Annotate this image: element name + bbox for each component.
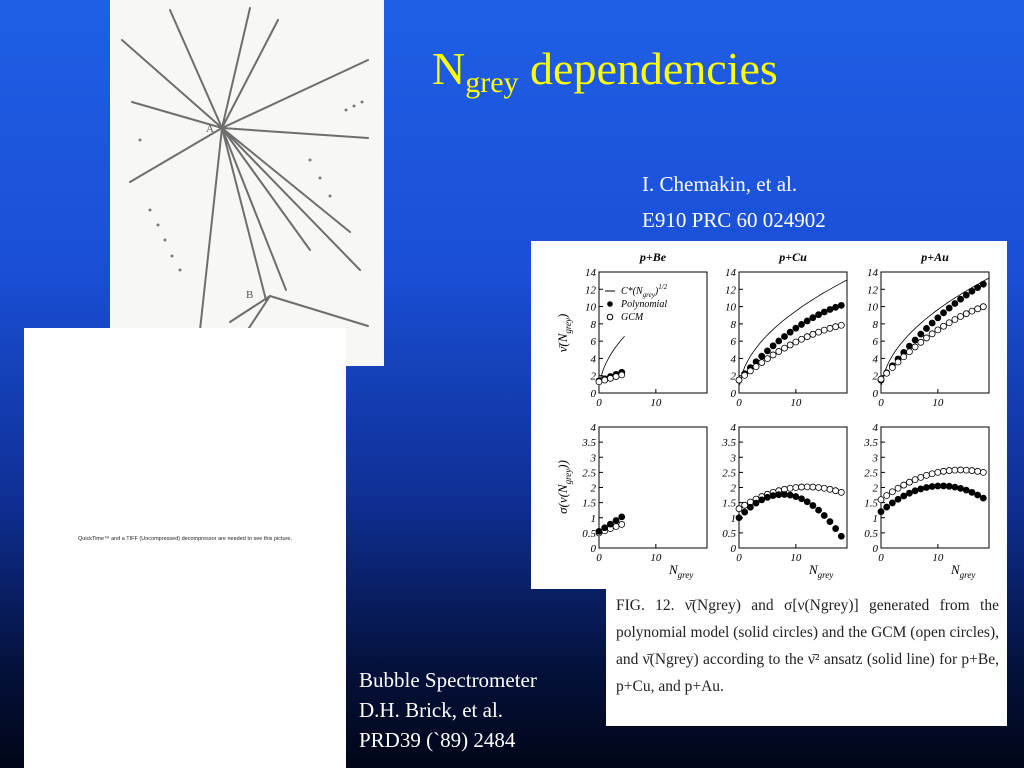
polynomial-marker [602,525,608,531]
legend-open-marker [607,314,613,320]
polynomial-marker [929,320,935,326]
gcm-marker [895,485,901,491]
gcm-marker [935,327,941,333]
gcm-marker [613,524,619,530]
legend-open-label: GCM [621,312,644,323]
y-tick-label: 10 [585,301,596,314]
gcm-marker [602,377,608,383]
x-tick-label: 10 [650,397,662,409]
gcm-marker [975,468,981,474]
polynomial-marker [963,292,969,298]
gcm-marker [787,342,793,348]
gcm-marker [946,468,952,474]
gcm-marker [895,359,901,365]
x-axis-label: $N_{grey}$ [951,562,976,580]
y-tick-label: 0 [872,388,878,400]
figure-panel-grid [531,241,1007,589]
vertex-label-b: B [246,289,254,301]
gcm-marker [833,488,839,494]
y-tick-label: 14 [867,267,878,279]
polynomial-marker [753,500,759,506]
polynomial-marker [952,484,958,490]
polynomial-marker [759,353,765,359]
gcm-marker [833,324,839,330]
polynomial-marker [827,519,833,525]
polynomial-marker [770,493,776,499]
gcm-marker [804,334,810,340]
polynomial-marker [952,301,958,307]
figure-svg [531,241,1007,589]
y-tick-label: 3 [872,452,878,465]
gcm-marker [901,354,907,360]
gcm-marker [923,472,929,478]
polynomial-marker [764,348,770,354]
polynomial-marker [781,333,787,339]
y-tick-label: 2.5 [864,467,878,480]
gcm-marker [759,360,765,366]
polynomial-marker [906,490,912,496]
y-tick-label: 2 [590,482,596,495]
y-tick-label: 2 [872,482,878,495]
polynomial-marker [946,483,952,489]
polynomial-marker [833,526,839,532]
polynomial-marker [923,485,929,491]
gcm-marker [607,375,613,381]
vertex-label-a: A [206,123,214,135]
y-tick-label: 2 [590,370,596,383]
gcm-marker [969,468,975,474]
gcm-marker [736,506,742,512]
y-tick-label: 6 [590,336,596,349]
polynomial-marker [980,495,986,501]
y-axis-label-sigma: $\sigma(\nu(N_{grey}))$ [555,460,573,514]
figure-caption [606,588,1007,726]
gcm-marker [742,372,748,378]
polynomial-marker [776,492,782,498]
bubble-ref-line2: D.H. Brick, et al. [359,698,504,722]
polynomial-marker [764,494,770,500]
polynomial-marker [747,504,753,510]
gcm-marker [901,482,907,488]
polynomial-marker [816,312,822,318]
y-tick-label: 1.5 [864,497,878,510]
polynomial-marker [838,533,844,539]
x-tick-label: 0 [736,397,742,409]
gcm-marker [799,484,805,490]
x-tick-label: 0 [736,552,742,564]
polynomial-marker [923,325,929,331]
y-tick-label: 12 [867,284,878,297]
y-tick-label: 0 [590,543,596,555]
polynomial-marker [969,288,975,294]
y-tick-label: 2.5 [722,467,736,480]
polynomial-marker [776,338,782,344]
y-tick-label: 14 [585,267,596,279]
title-subscript: grey [465,66,519,99]
polynomial-marker [787,329,793,335]
y-tick-label: 8 [730,318,736,331]
gcm-marker [889,489,895,495]
y-tick-label: 2 [730,482,736,495]
y-tick-label: 3 [590,452,596,465]
y-tick-label: 12 [725,284,736,297]
gcm-marker [969,308,975,314]
x-axis-label: $N_{grey}$ [809,562,834,580]
polynomial-marker [895,496,901,502]
polynomial-marker [941,483,947,489]
panel-title: p+Be [639,250,667,264]
polynomial-marker [759,497,765,503]
y-tick-label: 12 [585,284,596,297]
y-tick-label: 3.5 [864,437,878,450]
reference-authors: I. Chemakin, et al. [642,172,798,196]
quicktime-placeholder [24,328,346,768]
gcm-marker [742,502,748,508]
y-tick-label: 2.5 [582,467,596,480]
gcm-marker [793,339,799,345]
x-tick-label: 0 [596,397,602,409]
x-tick-label: 0 [878,397,884,409]
polynomial-marker [787,492,793,498]
gcm-marker [810,331,816,337]
gcm-marker [770,352,776,358]
polynomial-marker [975,492,981,498]
polynomial-marker [821,512,827,518]
polynomial-marker [918,486,924,492]
panel-title: p+Cu [779,250,807,264]
gcm-marker [596,379,602,385]
polynomial-marker [821,309,827,315]
polynomial-marker [906,343,912,349]
y-tick-label: 0 [730,388,736,400]
y-tick-label: 4 [730,353,736,366]
slide-title [432,43,778,99]
gcm-marker [776,348,782,354]
y-tick-label: 8 [872,318,878,331]
polynomial-marker [958,485,964,491]
y-tick-label: 0 [872,543,878,555]
x-axis-label: $N_{grey}$ [669,562,694,580]
y-tick-label: 6 [872,336,878,349]
legend-solid-label: Polynomial [621,299,668,310]
gcm-marker [816,485,822,491]
gcm-marker [878,376,884,382]
x-tick-label: 10 [932,397,944,409]
gcm-marker [821,327,827,333]
y-axis-label-mean: $\nū(N_{grey})$ [555,313,573,353]
polynomial-marker [793,494,799,500]
gcm-marker [613,374,619,380]
y-tick-label: 3.5 [582,437,596,450]
gcm-marker [827,486,833,492]
polynomial-marker [958,296,964,302]
x-tick-label: 10 [790,397,802,409]
y-tick-label: 2 [730,370,736,383]
y-tick-label: 4 [730,422,736,434]
x-tick-label: 0 [878,552,884,564]
bubble-ref-line1: Bubble Spectrometer [359,668,537,692]
polynomial-marker [946,305,952,311]
gcm-marker [958,313,964,319]
gcm-marker [810,484,816,490]
y-tick-label: 8 [590,318,596,331]
gcm-marker [935,469,941,475]
gcm-marker [827,325,833,331]
gcm-marker [736,377,742,383]
gcm-marker [912,344,918,350]
gcm-marker [963,311,969,317]
y-tick-label: 1.5 [722,497,736,510]
y-tick-label: 3 [730,452,736,465]
gcm-marker [946,320,952,326]
gcm-marker [619,521,625,527]
gcm-marker [963,467,969,473]
gcm-marker [918,474,924,480]
gcm-marker [838,489,844,495]
legend-line-label: $C*(N_{grey})^{1/2}$ [621,283,668,299]
gcm-marker [906,479,912,485]
gcm-marker [838,322,844,328]
gcm-marker [906,349,912,355]
polynomial-marker [793,325,799,331]
polynomial-marker [912,488,918,494]
y-tick-label: 0.5 [722,527,736,540]
gcm-marker [952,467,958,473]
gcm-marker [816,329,822,335]
gcm-marker [923,335,929,341]
polynomial-marker [929,484,935,490]
polynomial-marker [889,500,895,506]
y-tick-label: 4 [872,422,878,434]
y-tick-label: 10 [867,301,878,314]
polynomial-marker [619,514,625,520]
polynomial-marker [816,507,822,513]
gcm-marker [918,339,924,345]
polynomial-marker [833,304,839,310]
gcm-marker [941,468,947,474]
x-tick-label: 10 [650,552,662,564]
polynomial-marker [799,496,805,502]
gcm-marker [804,484,810,490]
legend-solid-marker [607,301,613,307]
gcm-marker [747,368,753,374]
gcm-marker [878,497,884,503]
x-tick-label: 0 [596,552,602,564]
polynomial-marker [912,337,918,343]
gcm-marker [884,493,890,499]
polynomial-marker [901,493,907,499]
y-tick-label: 0 [730,543,736,555]
y-tick-label: 1 [590,512,596,525]
quicktime-message: QuickTime™ and a TIFF (Uncompressed) decompressor are needed to see this picture. [78,536,292,542]
x-tick-label: 10 [932,552,944,564]
x-tick-label: 10 [790,552,802,564]
polynomial-marker [838,302,844,308]
polynomial-marker [918,331,924,337]
polynomial-marker [770,343,776,349]
gcm-marker [781,345,787,351]
y-tick-label: 0.5 [864,527,878,540]
y-tick-label: 1.5 [582,497,596,510]
polynomial-marker [736,515,742,521]
polynomial-marker [963,487,969,493]
y-tick-label: 2 [872,370,878,383]
polynomial-marker [607,521,613,527]
y-tick-label: 4 [590,353,596,366]
y-tick-label: 4 [590,422,596,434]
gcm-marker [941,323,947,329]
polynomial-marker [810,315,816,321]
bubble-chamber-photo [110,0,384,366]
gcm-marker [753,364,759,370]
polynomial-marker [613,517,619,523]
caption-text: FIG. 12. ν̄(Ngrey) and σ[ν(Ngrey)] generated from the polynomial model (solid circles) and the GCM (open circles), and ν̄(Ngrey) according to the ν̄² ansatz (solid line) for p+Be, p+Cu, and p+Au. [616,597,999,695]
polynomial-marker [884,504,890,510]
polynomial-marker [742,509,748,515]
polynomial-marker [804,499,810,505]
polynomial-marker [935,483,941,489]
polynomial-marker [810,503,816,509]
gcm-marker [619,372,625,378]
gcm-marker [793,485,799,491]
polynomial-marker [878,509,884,515]
y-tick-label: 6 [730,336,736,349]
gcm-marker [889,365,895,371]
polynomial-marker [975,285,981,291]
title-rest: dependencies [518,43,778,94]
y-tick-label: 0 [590,388,596,400]
y-tick-label: 1 [730,512,736,525]
polynomial-marker [804,318,810,324]
gcm-marker [958,467,964,473]
polynomial-marker [781,492,787,498]
y-tick-label: 10 [725,301,736,314]
gcm-marker [975,306,981,312]
gcm-marker [929,331,935,337]
y-tick-label: 4 [872,353,878,366]
title-main: N [432,43,466,94]
polynomial-marker [969,489,975,495]
panel-title: p+Au [921,250,949,264]
panel-frame [599,427,707,548]
y-tick-label: 0.5 [582,527,596,540]
gcm-marker [952,317,958,323]
reference-citation: E910 PRC 60 024902 [642,208,826,232]
gcm-marker [980,469,986,475]
gcm-marker [821,485,827,491]
gcm-marker [764,356,770,362]
polynomial-marker [980,281,986,287]
gcm-marker [799,336,805,342]
gcm-marker [980,304,986,310]
gcm-marker [884,370,890,376]
polynomial-marker [827,307,833,313]
polynomial-marker [941,310,947,316]
y-tick-label: 3.5 [722,437,736,450]
bubble-ref-line3: PRD39 (`89) 2484 [359,728,516,752]
polynomial-marker [799,321,805,327]
polynomial-marker [935,315,941,321]
y-tick-label: 1 [872,512,878,525]
gcm-marker [787,485,793,491]
gcm-marker [929,471,935,477]
y-tick-label: 14 [725,267,736,279]
polynomial-marker [596,528,602,534]
gcm-marker [912,477,918,483]
